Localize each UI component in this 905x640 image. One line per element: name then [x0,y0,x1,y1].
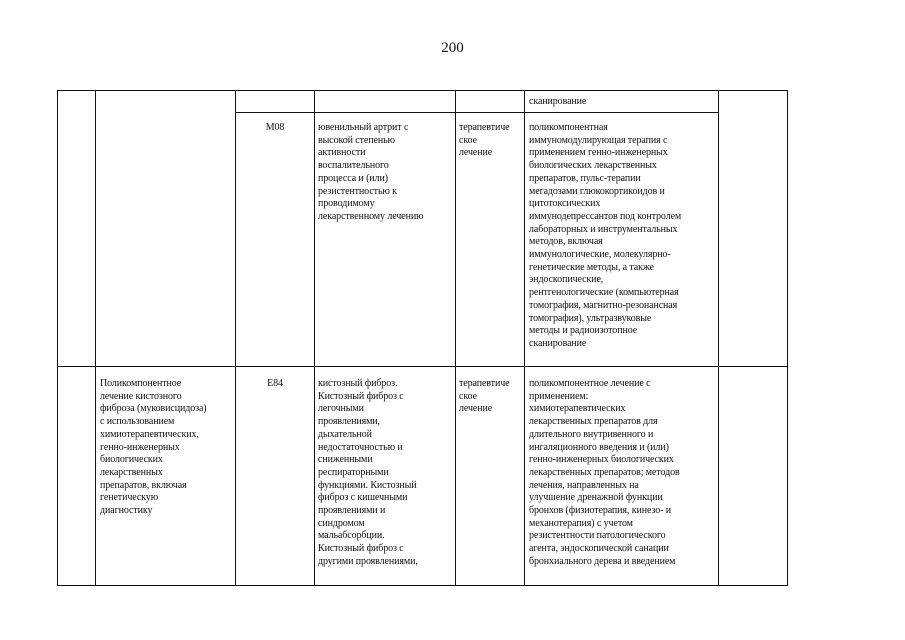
table-border-top [57,90,788,91]
column-divider [455,90,456,586]
table-cell-treatment-type: терапевтиче ское лечение [459,378,510,415]
column-divider [235,90,236,586]
table-cell-method: поликомпонентная иммуномодулирующая терапия с применением генно-инженерных биологических лекарственных препаратов, пульс-терапии мегадозами глюкокортикоидов и цитотоксических иммунодепрессантов под контролем лабораторных и инструментальных методов, включая иммунологические, молекулярно- генетические методы, а также эндоскопические, рентгенологические (компьютерная томография, магнитно-резонансная томография), ультразвуковые методы и радиоизотопное сканирование [529,122,682,349]
row-divider [235,112,718,113]
table-cell-method: поликомпонентное лечение с применением: химиотерапевтических лекарственных препаратов для длительного внутривенного и ингаляционного введения и (или) генно-инженерных биологических лекарственных препаратов; методов лечения, направленных на улучшение дренажной функции бронхов (физиотерапия, кинезо- и механотерапия) с учетом резистентности патологического агента, эндоскопической санации бронхиального дерева и введением [529,378,680,567]
column-divider [787,90,788,586]
row-divider [57,366,788,367]
table-cell-procedure: Поликомпонентное лечение кистозного фиброза (муковисцидоза) с использованием химиотерапевтических, генно-инженерных биологических лекарственных препаратов, включая генетическую диагностику [100,378,207,517]
page-number: 200 [441,40,464,56]
column-divider [57,90,58,586]
table-cell-patient-model: кистозный фиброз. Кистозный фиброз с легочными проявлениями, дыхательной недостаточностью и сниженными респираторными функциями. Кистозный фиброз с кишечными проявлениями и синдромом мальабсорбции. Кистозный фиброз с другими проявлениями, [318,378,418,567]
table-cell-method: сканирование [529,96,587,107]
table-cell-treatment-type: терапевтиче ское лечение [459,122,510,159]
medical-care-table [57,90,788,586]
table-border-bottom [57,585,788,586]
column-divider [524,90,525,586]
table-cell-icd-code: E84 [267,378,283,389]
table-cell-icd-code: M08 [265,122,285,133]
table-cell-patient-model: ювенильный артрит с высокой степенью активности воспалительного процесса и (или) резистентностью к проводимому лекарственному лечению [318,122,424,222]
column-divider [718,90,719,586]
column-divider [314,90,315,586]
column-divider [95,90,96,586]
